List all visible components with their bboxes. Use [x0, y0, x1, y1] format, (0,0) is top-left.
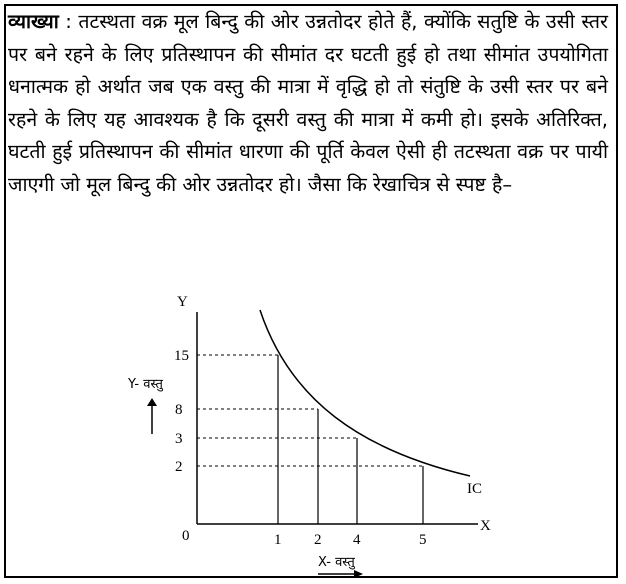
y-axis-letter: Y — [177, 294, 188, 310]
x-tick-label: 4 — [353, 532, 361, 548]
up-arrowhead-icon — [147, 398, 157, 406]
y-axis-title: Y- वस्तु — [128, 377, 163, 392]
explanation-body: तटस्थता वक्र मूल बिन्दु की ओर उन्नतोदर होते हैं, क्योंकि सतुष्टि के उसी स्तर पर बने रहने के लिए प्रतिस्थापन की सीमांत दर घटती हुई हो तथा सीमांत उपयोगिता धनात्मक हो अर्थात जब एक वस्तु की मात्रा में वृद्धि हो तो संतुष्टि के उसी स्तर पर बने रहने के लिए यह आवश्यक है कि दूसरी वस्तु की मात्रा में कमी हो। इसके अतिरिक्त, घटती हुई प्रतिस्थापन की सीमांत धारणा की पूर्ति केवल ऐसी ही तटस्थता वक्र पर पायी जाएगी जो मूल बिन्दु की ओर उन्नतोदर हो। जैसा कि रेखाचित्र से स्पष्ट है– — [8, 10, 609, 196]
truncated-next-line — [4, 578, 622, 584]
y-tick-label: 2 — [175, 459, 183, 475]
y-tick-label: 8 — [175, 402, 183, 418]
y-tick-label: 15 — [174, 348, 189, 364]
right-arrowhead-icon — [354, 570, 363, 578]
x-tick-label: 1 — [274, 532, 282, 548]
explanation-heading: व्याख्या — [8, 10, 59, 33]
indifference-curve — [260, 310, 470, 476]
origin-label: 0 — [182, 528, 190, 544]
y-tick-label: 3 — [175, 431, 183, 447]
x-axis-letter: X — [480, 518, 491, 534]
x-axis-title: X- वस्तु — [318, 555, 355, 570]
x-tick-label: 2 — [314, 532, 322, 548]
heading-separator: : — [58, 10, 79, 33]
x-tick-label: 5 — [419, 532, 427, 548]
curve-label: IC — [467, 481, 482, 497]
